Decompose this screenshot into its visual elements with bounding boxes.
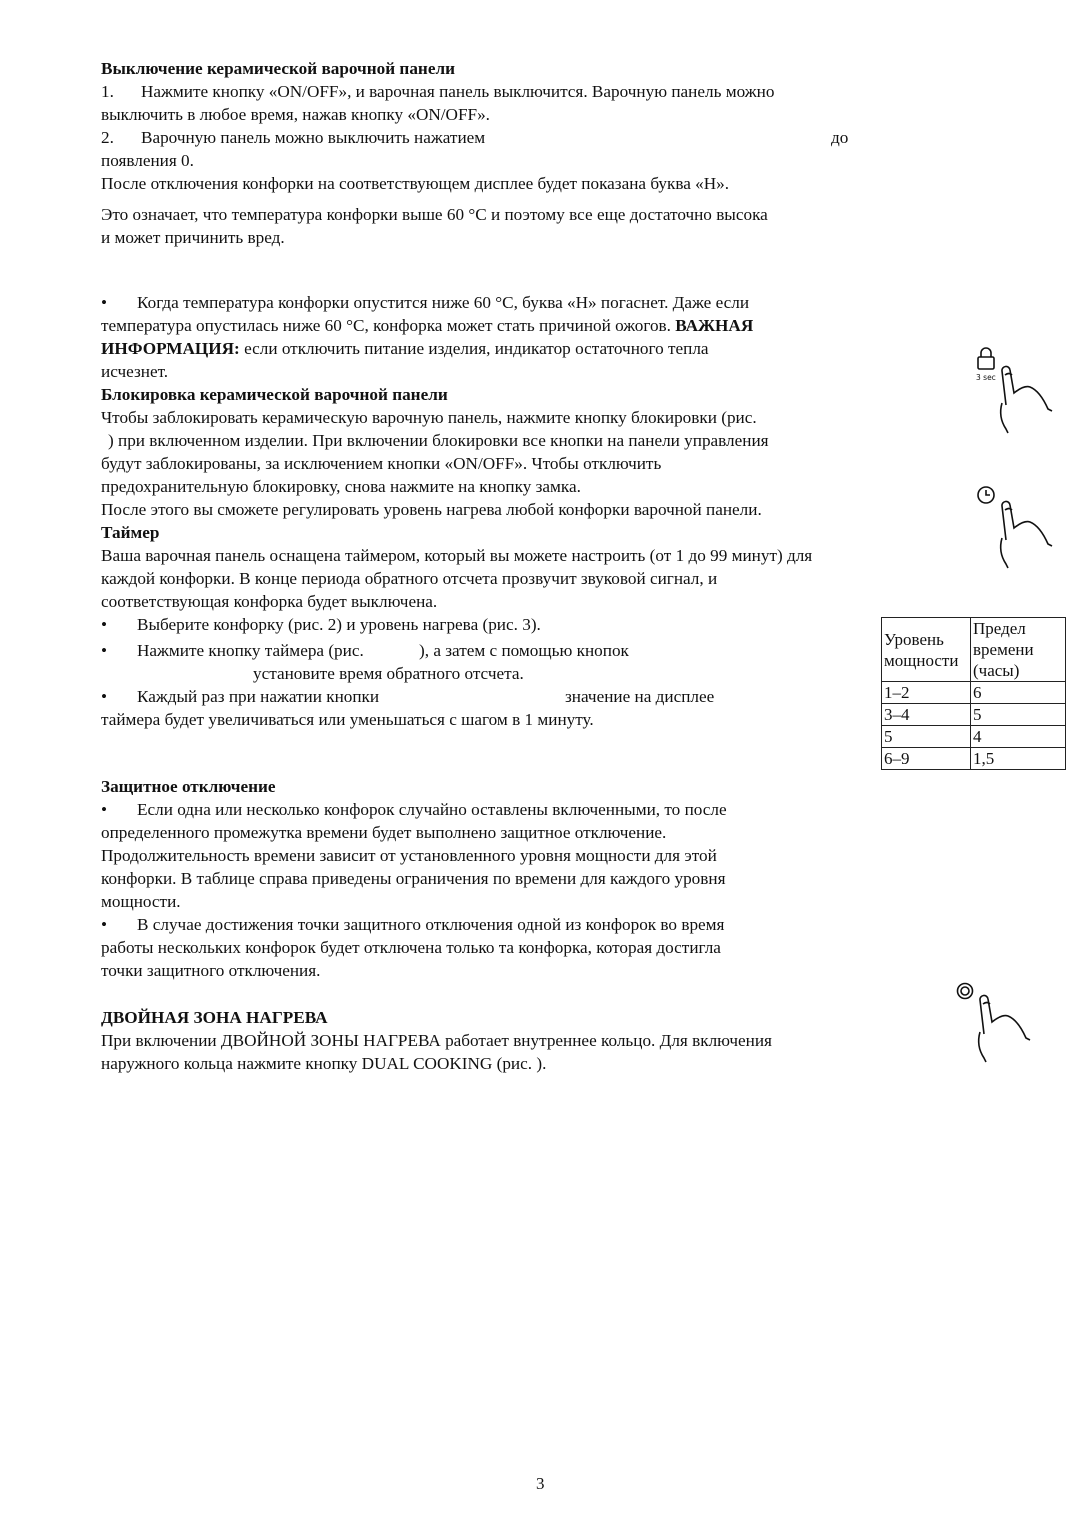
residual-bullet-line1: • Когда температура конфорки опустится ниже 60 °C, буква «H» погаснет. Даже если xyxy=(101,293,750,312)
cell-level: 1–2 xyxy=(882,682,971,704)
lock-text-line5: После этого вы сможете регулировать уровень нагрева любой конфорки варочной панели. xyxy=(101,500,762,519)
item-number: 1. xyxy=(101,82,114,101)
bullet: • xyxy=(101,615,108,634)
switch-off-item1 xyxy=(101,80,774,103)
bullet: • xyxy=(101,641,108,660)
heading-lock: Блокировка керамической варочной панели xyxy=(101,385,448,404)
residual-heat-explanation: Это означает, что температура конфорки выше 60 °C и поэтому все еще достаточно высока xyxy=(101,205,768,224)
header-time-limit: Предел времени (часы) xyxy=(971,618,1066,682)
bullet: • xyxy=(101,800,108,819)
safety-bullet1-line4: конфорки. В таблице справа приведены ограничения по времени для каждого уровня xyxy=(101,869,726,888)
cell-level: 6–9 xyxy=(882,748,971,770)
table-row xyxy=(882,682,1066,704)
heading-dual-zone: ДВОЙНАЯ ЗОНА НАГРЕВА xyxy=(101,1008,328,1027)
cell-limit: 4 xyxy=(971,726,1066,748)
timer-text-line3: соответствующая конфорка будет выключена. xyxy=(101,592,438,611)
cell-level: 5 xyxy=(882,726,971,748)
header-power-level: Уровень мощности xyxy=(882,618,971,682)
lock-press-icon xyxy=(972,345,1062,437)
safety-bullet2-line2: работы нескольких конфорок будет отключена только та конфорка, которая достигла xyxy=(101,938,721,957)
switch-off-item1-cont: выключить в любое время, нажав кнопку «ON/OFF». xyxy=(101,105,490,124)
lock-text-line3: будут заблокированы, за исключением кнопки «ON/OFF». Чтобы отключить xyxy=(101,454,662,473)
table-row xyxy=(882,748,1066,770)
page-number: 3 xyxy=(536,1474,545,1493)
residual-heat-explanation-cont: и может причинить вред. xyxy=(101,228,285,247)
timer-bullet2-cont: установите время обратного отсчета. xyxy=(253,664,524,683)
important-label-cont: ИНФОРМАЦИЯ: xyxy=(101,339,240,358)
dual-zone-line2: наружного кольца нажмите кнопку DUAL COOKING (рис. ). xyxy=(101,1054,547,1073)
table-row xyxy=(882,704,1066,726)
safety-bullet1-line5: мощности. xyxy=(101,892,181,911)
timer-bullet2-mid: ), а затем с помощью кнопок xyxy=(419,641,629,660)
timer-bullet3-cont: таймера будет увеличиваться или уменьшаться с шагом в 1 минуту. xyxy=(101,710,594,729)
cell-limit: 5 xyxy=(971,704,1066,726)
item-text: Варочную панель можно выключить нажатием xyxy=(141,128,486,147)
time-limit-table xyxy=(881,617,1066,770)
item-text: Нажмите кнопку «ON/OFF», и варочная панель выключится. Варочную панель можно xyxy=(141,82,775,101)
dual-cooking-press-icon xyxy=(952,978,1042,1068)
safety-bullet1-line2: определенного промежутка времени будет выполнено защитное отключение. xyxy=(101,823,667,842)
lock-text-line2: ) при включенном изделии. При включении блокировки все кнопки на панели управления xyxy=(108,431,769,450)
timer-bullet3: • Каждый раз при нажатии кнопки xyxy=(101,687,380,706)
switch-off-item2-cont: появления 0. xyxy=(101,151,194,170)
item-number: 2. xyxy=(101,128,114,147)
timer-bullet1: • Выберите конфорку (рис. 2) и уровень нагрева (рис. 3). xyxy=(101,615,541,634)
heading-safety-shutdown: Защитное отключение xyxy=(101,777,276,796)
table-header-row xyxy=(882,618,1066,682)
cell-limit: 6 xyxy=(971,682,1066,704)
safety-bullet1-line3: Продолжительность времени зависит от установленного уровня мощности для этой xyxy=(101,846,717,865)
safety-bullet1-line1: • Если одна или несколько конфорок случайно оставлены включенными, то после xyxy=(101,800,727,819)
timer-text-line2: каждой конфорки. В конце периода обратного отсчета прозвучит звуковой сигнал, и xyxy=(101,569,718,588)
heading-timer: Таймер xyxy=(101,523,160,542)
safety-bullet2-line3: точки защитного отключения. xyxy=(101,961,321,980)
timer-text-line1: Ваша варочная панель оснащена таймером, который вы можете настроить (от 1 до 99 минут) для xyxy=(101,546,813,565)
bullet: • xyxy=(101,687,108,706)
lock-text-line1: Чтобы заблокировать керамическую варочную панель, нажмите кнопку блокировки (рис. xyxy=(101,408,757,427)
switch-off-item2-tail: до xyxy=(831,128,849,147)
safety-bullet2-line1: • В случае достижения точки защитного отключения одной из конфорок во время xyxy=(101,915,725,934)
residual-heat-paragraph: После отключения конфорки на соответствующем дисплее будет показана буква «H». xyxy=(101,174,730,193)
cell-level: 3–4 xyxy=(882,704,971,726)
bullet: • xyxy=(101,293,108,312)
lock-text-line4: предохранительную блокировку, снова нажмите на кнопку замка. xyxy=(101,477,581,496)
lock-duration-label: 3 sec xyxy=(976,373,996,382)
dual-zone-line1: При включении ДВОЙНОЙ ЗОНЫ НАГРЕВА работает внутреннее кольцо. Для включения xyxy=(101,1031,772,1050)
cell-limit: 1,5 xyxy=(971,748,1066,770)
timer-bullet3-mid: значение на дисплее xyxy=(565,687,715,706)
important-label: ВАЖНАЯ xyxy=(675,316,754,335)
residual-bullet-line4: исчезнет. xyxy=(101,362,169,381)
heading-switch-off: Выключение керамической варочной панели xyxy=(101,59,456,78)
switch-off-item2 xyxy=(101,126,485,149)
bullet: • xyxy=(101,915,108,934)
timer-press-icon xyxy=(972,482,1062,574)
residual-bullet-line2: температура опустилась ниже 60 °C, конфорка может стать причиной ожогов. ВАЖНАЯ xyxy=(101,316,754,335)
timer-bullet2: • Нажмите кнопку таймера (рис. xyxy=(101,641,364,660)
table-row xyxy=(882,726,1066,748)
residual-bullet-line3: ИНФОРМАЦИЯ: если отключить питание изделия, индикатор остаточного тепла xyxy=(101,339,709,358)
